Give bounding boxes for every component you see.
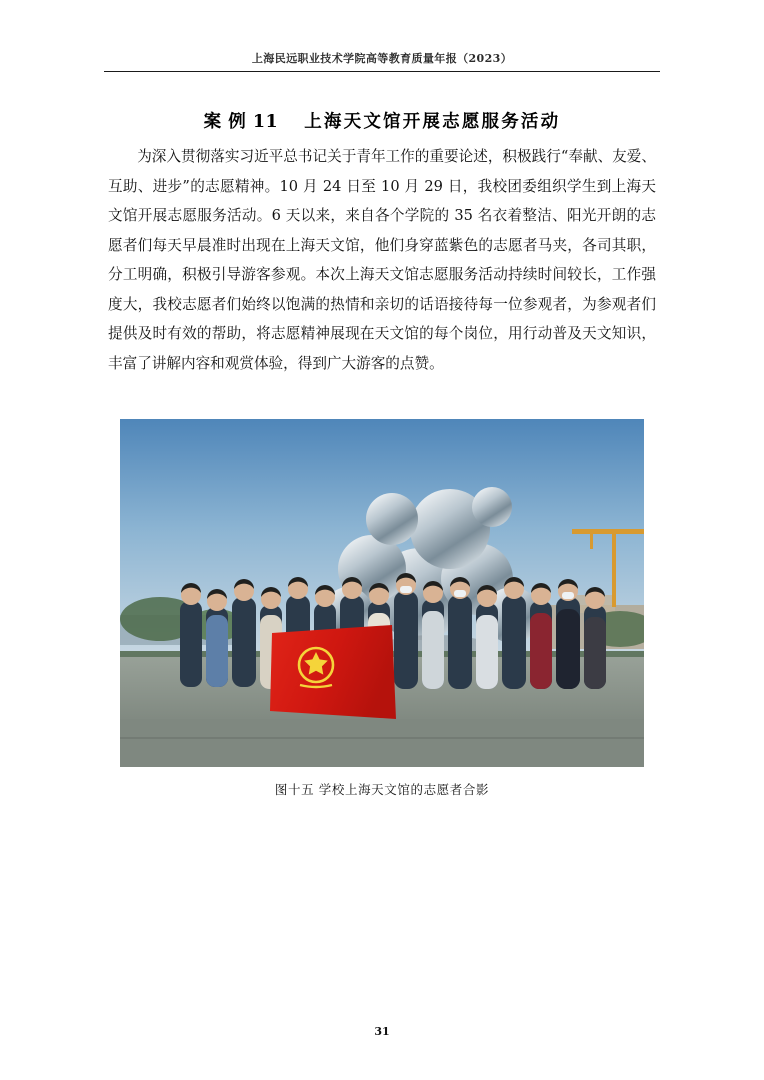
figure-image — [120, 419, 644, 767]
paragraph: 为深入贯彻落实习近平总书记关于青年工作的重要论述，积极践行“奉献、友爱、互助、进步”的志愿精神。10 月 24 日至 10 月 29 日，我校团委组织学生到上海天文馆开展志愿服务活动。6 天以来，来自各个学院的 35 名衣着整洁、阳光开朗的志愿者们每天早晨准时出现在上海天文馆，他们身穿蓝紫色的志愿者马夹，各司其职，分工明确，积极引导游客参观。本次上海天文馆志愿服务活动持续时间较长，工作强度大，我校志愿者们始终以饱满的热情和亲切的话语接待每一位参观者，为参观者们提供及时有效的帮助，将志愿精神展现在天文馆的每个岗位，用行动普及天文知识，丰富了讲解内容和观赏体验，得到广大游客的点赞。 — [108, 148, 656, 372]
header-title: 上海民远职业技术学院高等教育质量年报（2023） — [251, 52, 513, 65]
header-divider — [104, 71, 660, 72]
figure — [120, 419, 644, 798]
page-title — [104, 108, 660, 133]
body-text-block — [108, 142, 656, 378]
page-number: 31 — [374, 1025, 390, 1038]
figure-caption: 图十五 学校上海天文馆的志愿者合影 — [274, 782, 490, 797]
page-header — [104, 52, 660, 72]
case-title-text: 上海天文馆开展志愿服务活动 — [304, 112, 561, 132]
photo-illustration — [120, 419, 644, 767]
case-label: 案 例 11 — [203, 112, 279, 132]
